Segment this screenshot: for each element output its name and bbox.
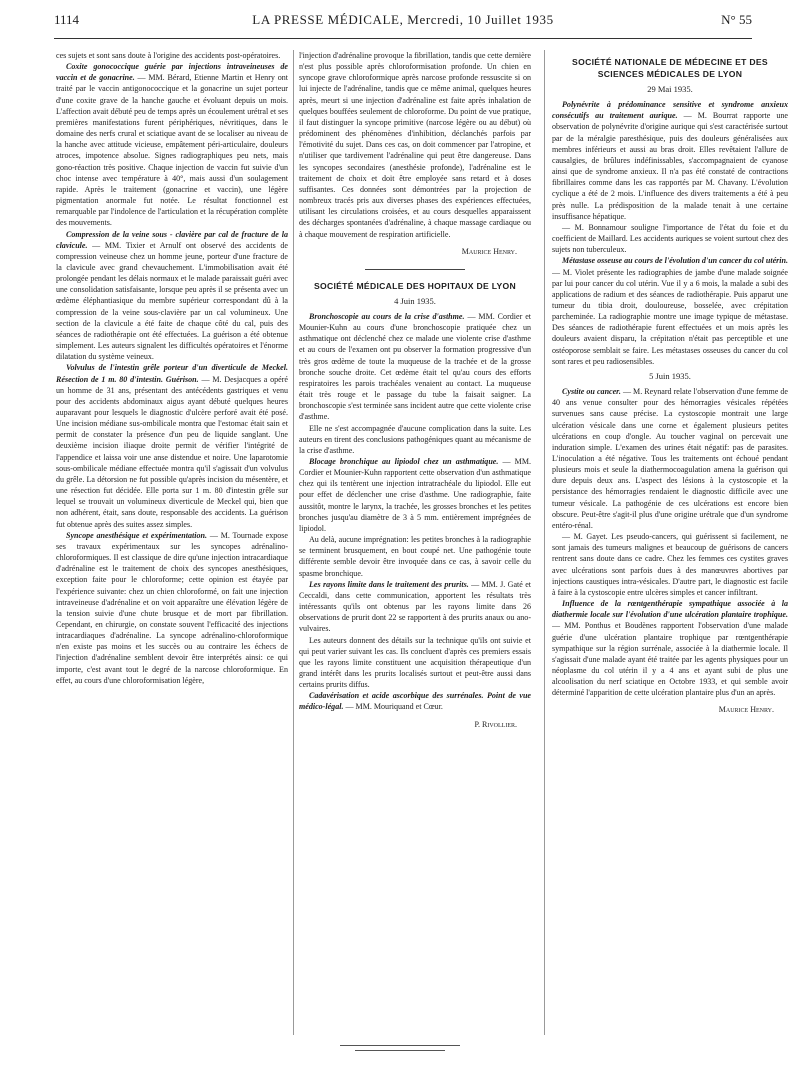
article-syncope — [56, 530, 288, 686]
article-rayons — [299, 579, 531, 635]
footer-rule — [355, 1050, 445, 1051]
journal-title: LA PRESSE MÉDICALE, Mercredi, 10 Juillet 1935 — [252, 12, 554, 27]
article-title: Métastase osseuse au cours de l'évolution d'un cancer du col utérin. — [562, 256, 788, 266]
column-2 — [299, 50, 531, 1040]
article-title: Influence de la rœntgenthérapie sympathique associée à la diathermie locale sur l'évolution d'une ulcération plantaire trophique. — [552, 599, 788, 620]
article-authors: — M. Bourrat — [683, 111, 738, 121]
article-volvulus — [56, 362, 288, 529]
paragraph: ces sujets et sont sans doute à l'origine des accidents post-opératoires. — [56, 51, 281, 60]
article-text: ont traité par le vaccin antigonococcique et la gonacrine un sujet porteur d'une coxite grave de la hanche gauche et évoluant depuis un mois. L'affection avait débuté peu de temps après un écoulement urétral et ses premières manifestations furent périphériques, névritiques, dans le domaine des nerfs crural et sciatique avant de se localiser au niveau de la hanche avec attitude vicieuse, empâtement péri-articulaire, douleurs atroces, impotence absolue. Signes radiographiques peu nets, mais gono-réaction très positive. Chaque injection de vaccin fut suivie d'un choc intense avec température à 40°, mais aussi d'un soulagement rapide. Après le traitement (gonacrine et vaccin), une légère pigmentation anormale fut notée. Le résultat fonctionnel est remarquable par l'indolence de l'articulation et la récupération complète des mouvements. — [56, 73, 288, 228]
article-authors: — M. Bonnamour — [562, 222, 627, 232]
article-title: Polynévrite à prédominance sensitive et syndrome anxieux consécutifs au traitement aurique. — [552, 100, 788, 121]
session-date: 4 Juin 1935. — [394, 295, 436, 306]
article-text: a opéré un homme de 31 ans, présentant des antécédents gastriques et venu pour des accidents abdominaux aigus ayant débuté quelques heures auparavant pour lesquels le diagnostic d'ulcère perforé avait été posé. Une incision médiane sus-ombilicale montra que l'estomac était sain et permit de constater la présence d'un peu de liquide sanglant. Une deuxième incision iliaque droite permit de vérifier l'intégrité de l'appendice et laissa voir une anse distendue et noire. Une laparotomie sous-ombilicale médiane effectuée montra qu'il s'agissait d'un volvulus du grêle. La détorsion ne fut possible qu'après incision du mésentère, et une résection fut décidée. Elle porta sur 1 m. 80 d'intestin grêle sur lequel se trouvait un volumineux diverticule de Meckel qui, bien que non adhérent, était, sans doute, responsable des accidents. La guérison fut obtenue après des suites assez simples. — [56, 374, 288, 529]
article-coxite — [56, 61, 288, 228]
section-heading: SOCIÉTÉ NATIONALE DE MÉDECINE ET DES SCIENCES MÉDICALES DE LYON — [572, 57, 768, 79]
column-1 — [56, 50, 288, 1040]
issue-number: N° 55 — [721, 12, 752, 27]
footer-rule — [340, 1045, 460, 1046]
article-authors: — MM. Ponthus et Boudènes — [552, 621, 657, 631]
article-authors: — MM. Tixier et Arnulf — [92, 240, 182, 250]
article-roentgen — [552, 598, 788, 698]
article-text: souligne l'importance de l'état du foie et du coefficient de Maillard. Les accidents auriques se voient surtout chez des sujets non tuberculeux. — [552, 222, 788, 255]
article-title: Cystite ou cancer. — [562, 387, 621, 397]
article-text: rapportent cette observation d'un asthmatique chez qui ils tentèrent une injection intratrachéale du lipiodol. Elle eut pour effet de déclencher une crise d'asthme. Une radiographie, faite aussitôt, montre le larynx, la trachée, les grosses bronches et les petites bronches jusqu'au diamètre de 3 à 5 mm. entièrement imprégnées de lipiodol. — [299, 468, 531, 533]
header-rule — [54, 38, 752, 39]
column-divider — [544, 50, 545, 1035]
article-title: Blocage bronchique au lipiodol chez un asthmatique. — [309, 457, 499, 466]
section-rule — [365, 269, 465, 270]
article-metastase — [552, 255, 788, 367]
article-text: expose ses travaux expérimentaux sur les syncopes adrénalino-chloroformiques. Il est classique de dire qu'une injection intracardiaque d'adrénaline est le traitement de choix des syncopes anesthésiques, exception faite pour le chloroforme; cette opinion est étayée par l'expérience suivante: chez un chien chloroformé, on fait une injection intraveineuse d'adrénaline et on voit apparaître une élévation légère de la tension suivie d'une chute brusque et de mort par fibrillation. Cependant, en chirurgie, on constate souvent l'efficacité des injections intracardiaques d'adrénaline. La syncope adrénalino-chloroformique n'en existe pas moins et les succès ou au contraire les échecs de l'injection d'adrénaline semblent devoir être interprétés ainsi: ce qui importe, c'est avant tout le degré de la narcose chloroformique. En effet, au cours d'une chloroformisation légère, — [56, 530, 288, 685]
article-text: présente les radiographies de jambe d'une malade soignée par lui pour cancer du col utérin. Vue il y a 6 mois, la malade a subi des applications de radium et des séances de radiothérapie. Puis apparut une tumeur du tibia droit, douloureuse, bosselée, avec crépitation parcheminée. La radiographie montre une image typique de métastase. Des séances de radiothérapie furent effectuées et un mois après les douleurs avaient disparu, la crépitation n'était pas perceptible et une ostéoporose semblait se faire. Les métastases osseuses du cancer du col sont rares et peu radiosensibles. — [552, 267, 788, 366]
article-text: rapportent l'observation d'une malade guérie d'une ulcération plantaire trophique par rœntgenthérapie sympathique sur la région surrénale, associée à la diathermie locale. Il s'agissait d'une malade ayant été traitée par les agents physiques pour un néoplasme du col utérin il y a 4 ans et ayant subi de plus une alcoolisation du nerf sciatique en Octobre 1933, et qui semble avoir déterminé l'apparition de cette ulcération plantaire plus d'un an après. — [552, 621, 788, 698]
page-number: 1114 — [54, 12, 80, 27]
article-blocage — [299, 456, 531, 534]
paragraph: Au delà, aucune imprégnation: les petites bronches à la radiographie se terminent brusquement, en bout coupé net. Une pathogénie toute différente semble devoir être invoquée dans ce cas, à savoir celle du spasme bronchique. — [299, 535, 531, 578]
article-text: relate l'observation d'une femme de 40 ans venue consulter pour des hémorragies vésicales répétées survenues sans cause précise. La cystoscopie montrait une large ulcération vésicale dans une corne et également plusieurs petites ulcérations en coup d'ongle. Au toucher vaginal on percevait une induration simple. L'examen des urines était négatif: pas de parasites. L'inoculation a été négative. Tous les traitements ont échoué pendant plusieurs mois et seule la diathermocoagulation amena la guérison qui dure depuis deux ans. L'aspect des lésions à la cystoscopie et la persistance des hémorragies rendaient le diagnostic difficile avec une tumeur vésicale. La pathogénie de ces ulcérations est encore bien obscure. Peut-être s'agit-il plus d'une origine urétrale que d'un syndrome entéro-rénal. — [552, 387, 788, 530]
article-text: dans cette communication, apportent les résultats très intéressants qu'ils ont obtenus par les rayons limite dans 26 observations de prurit dont 22 se rapportent à des prurits anaux ou ano-vulvaires. — [299, 590, 531, 634]
page-header — [54, 12, 752, 40]
paragraph: Elle ne s'est accompagnée d'aucune complication dans la suite. Les auteurs en tirent des conclusions pathogéniques quant au mécanisme de la crise d'asthme. — [299, 423, 531, 455]
paragraph: Les auteurs donnent des détails sur la technique qu'ils ont suivie et qui peut varier suivant les cas. Ils concluent d'après ces premiers essais que les rayons limite constituent une acquisition thérapeutique d'un grand intérêt dans les prurits localisés surtout et peut-être aussi dans certains prurits diffus. — [299, 635, 531, 690]
article-authors: — M. Tournade — [209, 530, 263, 540]
signature: P. Rivollier. — [474, 719, 517, 729]
paragraph: l'injection d'adrénaline provoque la fibrillation, tandis que cette dernière n'est plus possible après chloroformisation profonde. Un chien en syncope grave chloroformique après narcose profonde ressuscite si on lui injecte de l'adrénaline, tandis que ce même animal, quelques heures après, meurt si une injection d'adrénaline est faite après inhalation de quelques bouffées seulement de chloroforme. Du point de vue pratique, il faut distinguer la syncope primitive (narcose légère ou au début) où prédominent des phénomènes d'inhibition, déclanchés parfois par l'émotivité du sujet. Dans ces cas, on doit commencer par l'atropine, et n'utiliser que tardivement l'adrénaline qui peut être dangereuse. Dans les syncopes secondaires (anesthésie profonde), l'adrénaline est le traitement de choix et doit être employée sans retard et à doses suffisantes. Ces données sont démontrées par la projection de nombreux tracés pris aux diverses phases des expériences effectuées, utilisant les circulations croisées, et au cours desquelles apparaissent des décharges spontanées d'adrénaline, à chaque massage cardiaque ou à chaque mouvement de respiration artificielle. — [299, 51, 531, 239]
article-authors: — MM. Cordier et Mounier-Kuhn — [299, 457, 531, 478]
article-title: Compression de la veine sous - clavière par cal de fracture de la clavicule. — [56, 229, 288, 250]
article-title: Volvulus de l'intestin grêle porteur d'un diverticule de Meckel. Résection de 1 m. 80 d'intestin. Guérison. — [56, 363, 288, 384]
session-date: 29 Mai 1935. — [647, 84, 693, 94]
article-title: Les rayons limite dans le traitement des prurits. — [309, 579, 469, 589]
article-authors: — MM. Mouriquand et Cœur. — [345, 702, 443, 712]
article-authors: — MM. Cordier et Mounier-Kuhn — [299, 311, 531, 333]
session-date: 5 Juin 1935. — [649, 370, 691, 381]
article-bronchoscopie — [299, 311, 531, 423]
article-authors: — M. Gayet. — [562, 532, 608, 542]
article-text: ont observé des accidents de compression veineuse chez un homme jeune, porteur d'une fracture de la clavicule avec grand chevauchement. L'immobilisation avait été prolongée pendant les délais normaux et le malade paraissait guéri avec une consolidation satisfaisante, lorsque peu après il se présenta avec un œdème éléphantiasique du membre supérieur correspondant dû à la compression de la veine sous-clavière par un cal volumineux. Une section de la clavicule a été faite de chaque côté du cal, puis des séances de radiothérapie ont été effectuées. La guérison a été obtenue simplement. Les auteurs signalent les difficultés opératoires et l'énorme dilatation du système veineux. — [56, 240, 288, 362]
signature: Maurice Henry. — [461, 246, 517, 256]
article-authors: — M. Violet — [552, 267, 595, 277]
article-authors: — MM. J. Gaté et Ceccaldi, — [299, 579, 531, 600]
column-3 — [552, 50, 788, 1040]
article-authors: — MM. Bérard, Etienne Martin et Henry — [137, 73, 275, 83]
article-title: Coxite gonococcique guérie par injections intraveineuses de vaccin et de gonacrine. — [56, 62, 288, 83]
signature: Maurice Henry. — [718, 705, 774, 715]
article-cystite — [552, 386, 788, 531]
article-polynevrite — [552, 99, 788, 222]
section-heading: SOCIÉTÉ MÉDICALE DES HOPITAUX DE LYON — [313, 280, 517, 291]
article-title: Syncope anesthésique et expérimentation. — [66, 530, 207, 540]
paragraph — [552, 531, 788, 598]
article-authors: — M. Desjacques — [201, 374, 261, 384]
article-title: Cadavérisation et acide ascorbique des surrénales. Point de vue médico-légal. — [299, 691, 531, 712]
article-authors: — M. Reynard — [622, 387, 672, 397]
article-compression — [56, 229, 288, 363]
article-title: Bronchoscopie au cours de la crise d'asthme. — [309, 311, 465, 321]
column-divider — [293, 50, 294, 1035]
article-text: Les pseudo-cancers, qui guérissent si facilement, ne sont jamais des tumeurs malignes et beaucoup de guérisons de cancers rentrent sans doute dans ce cadre. Chez les femmes ces cystites graves avec ulcérations sont parfois dues à des manœuvres abortives par injections caustiques intra-vésicales. D'autre part, le diagnostic est facile à faire à la cystoscopie entre ulcères simples et cancer infiltrant. — [552, 532, 788, 597]
article-text: rapporte une observation de polynévrite d'origine aurique qui s'est caractérisée surtout par de la méralgie paresthésique, puis des douleurs généralisées aux membres inférieurs et aussi au bras droit. Elles revêtaient l'allure de causalgies, de brûlures indéfinissables, s'accompagnaient de cyanose ainsi que de syndrome anxieux. Il n'a pas été constaté de contractions fibrillaires comme dans les cas rapportés par M. Chavany. L'évolution cyclique a été de 2 mois. L'influence des divers traitements a été à peu près nulle. La prédisposition de la malade tenait à une certaine insuffisance hépatique. — [552, 111, 788, 221]
paragraph — [552, 222, 788, 255]
article-cadaverisation — [299, 690, 531, 712]
article-text: au cours d'une bronchoscopie pratiquée chez un asthmatique ont déclenché chez ce malade une violente crise d'asthme et au cours de l'examen ont pu observer la formation progressive d'un très gros œdème de toute la muqueuse de la trachée et de la grosse bronche souche droite. Cet œdème était tel qu'au cours des efforts respiratoires les parois trachéales venaient au contact. La muqueuse était très rouge et le passage du tube la faisait saigner. La bronchoscopie s'est terminée sans incident autre que cette violente crise d'asthme. — [299, 323, 531, 422]
